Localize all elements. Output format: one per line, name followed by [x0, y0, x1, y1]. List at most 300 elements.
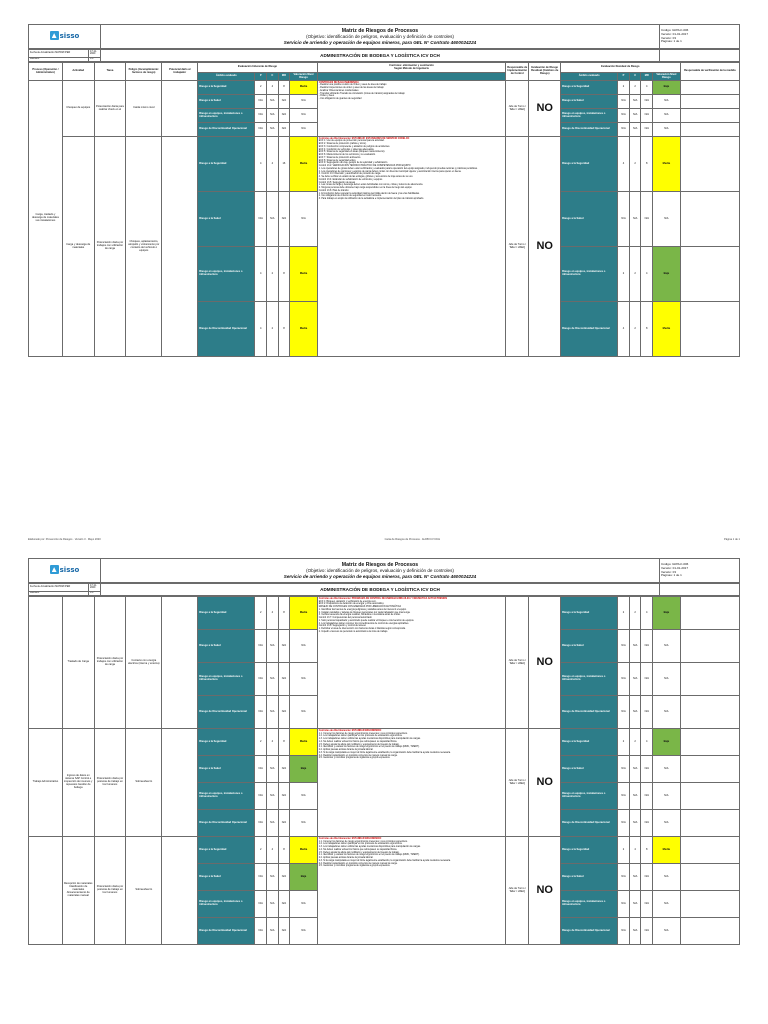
valuation-cell: Media [290, 81, 318, 95]
document-header [28, 24, 740, 49]
task-cell: Potenciación diaria por posturas de trabajo en los humanos [94, 837, 126, 945]
residual-p-cell: N/A [618, 810, 630, 837]
ambit-cell: Riesgo en equipos, instalaciones o infraestructura [198, 247, 255, 302]
valuation-cell: N/A [290, 663, 318, 696]
p-cell: N/A [255, 756, 267, 783]
controls-text: 1.1. Conocer los factores de riesgo ergonómicos presentes y sus controles respectivos. 1.2. Los trabajadores deben participar en los procesos de evaluación ergonómica. 1.3. Los trabajadores deben utilizar las ayudas mecánicas disponibles para manipulación de cargas. 1.4. No deben realizar esfuerzos físicos que sobrepasen su capacidad física. 1.5. Deben ajustar la altura del mobiliario y equipamiento del puesto de trabajo. 2.1. Identificar y evaluar los factores de riesgo ergonómico en el puesto de trabajo (MMC, TMERT). 2.2. Aplicar pausas activas durante la jornada laboral. 2.3. Si la carga manipulada es mayor al límite legalmente establecido, la organización debe facilitar la ayuda mecánica necesaria. 2.4. Realizar capacitación en métodos correctos de manejo manual de carga. 2.5. Gestionar y coordinar programa de vigilancia a grupos expuestos. [318, 732, 451, 760]
controls-title: Controles de Alta Inherencia / ESTÁNDAR ERGONÓMICO [318, 729, 382, 732]
task-cell: Potenciación diaria para realizar check en el [94, 81, 126, 137]
p-cell: N/A [255, 810, 267, 837]
mr-cell: N/A [278, 109, 290, 123]
residual-mr-cell: N/A [641, 756, 653, 783]
valuation-cell: N/A [290, 192, 318, 247]
document-service: Servicio de arriendo y operación de equipos mineros, para GEL N° Contrato 4600024224 [283, 39, 477, 45]
residual-c-cell: N/A [629, 783, 641, 810]
responsible-cell: Jefe de Turno / Taller / HSEQ [506, 81, 529, 137]
sheet-page-2 [28, 558, 740, 1020]
valuation-cell: Baja [290, 864, 318, 891]
col-task: Tarea [94, 63, 126, 81]
col-controls: Controles: eliminación y sustitución Según Método de Ingeniería [317, 63, 505, 73]
residual-c-cell: 4 [629, 837, 641, 864]
mr-cell: N/A [278, 123, 290, 137]
p-cell: N/A [255, 696, 267, 729]
damage-cell [162, 729, 198, 837]
residual-ambit-cell: Riesgo de Discontinuidad Operacional [561, 696, 618, 729]
residual-valuation-cell: Media [653, 302, 681, 357]
p-cell: N/A [255, 95, 267, 109]
controls-text: ECF 1: Uso de equipos de protección personal para la actividad. ECF 2: Sistema de protección (cabina y otros). ECF 3: Conducción competente y aislación de peligros de accidentes. ECF 4: Condición de vehículos y sistemas adecuados. ECF 5: Sistema de seguridad en áreas (bloqueo mantenimiento). ECF 6: Mantenimiento de los vehículos y su evaluación. ECF 7: Sistema de protección antivuelco. ECF 8: Sistema de seguridad activo. ECF 9: Segregación de vías, gestión de la velocidad y señalización. Control 13.2: VERIFICACIÓN TEÓRICO PRÁCTICO DE COMPETENCIAS POR EQUIPO 1. Los operadores de grúas deben estar certificados y evaluados para la operación del equipo asignado, incluyendo pruebas teóricas y prácticas periódicas. 2. Los operadores de camiones y equipos de carga deben contar con licencia municipal vigente y autorización interna para operar en faena. 3. Control: 13.3 Revisión y autorización de proceso de carga. 4. Se debe verificar el estado de las eslingas, grilletes y accesorios de izaje antes de su uso. Control 13.4: Estándar de señalización de vehículos y equipos Control 13.5: Segregación de áreas 1. Las zonas de carga y descarga deben estar delimitadas con conos, cintas y letreros de advertencia. 2. Ninguna persona debe ubicarse bajo carga suspendida o en la línea de fuego del equipo. Control 13.6: Plan de tránsito 1. El conductor debe respetar la velocidad máxima permitida dentro de faena y las vías habilitadas. 2. Uso obligatorio de cinturón de seguridad en todo momento. 3. Para trabajo en acopio la utilización de la señalética e implementación del plan de tránsito aprobado. [318, 140, 478, 201]
document-objective: (Objetivo: identificación de peligros, evaluación y definición de controles) [306, 34, 454, 40]
residual-mr-cell: N/A [641, 630, 653, 663]
residual-c-cell: 2 [629, 247, 641, 302]
risk-matrix-page-2 [28, 596, 740, 945]
damage-cell [162, 837, 198, 945]
verification-cell [680, 783, 739, 810]
c-cell: N/A [267, 783, 279, 810]
damage-cell [162, 81, 198, 137]
residual-mr-cell: N/A [641, 810, 653, 837]
verification-cell [680, 918, 739, 945]
responsible-cell: Jefe de Turno / Taller / HSEQ [506, 729, 529, 837]
c-cell: N/A [267, 891, 279, 918]
controls-title: Controles de Alta Inherencia / ESTÁNDAR: ESTÁNDARES DE SERVICIO CODELCO [318, 137, 410, 140]
residual-mr-cell: 8 [641, 837, 653, 864]
residual-ambit-cell: Riesgo de Discontinuidad Operacional [561, 123, 618, 137]
residual-p-cell: N/A [618, 756, 630, 783]
p-cell: N/A [255, 918, 267, 945]
col-risk: Potencial daño al trabajador [162, 63, 198, 81]
c-cell: N/A [267, 756, 279, 783]
hazard-cell: Choques, aplastamiento, atropello y volcamiento por contacto del vehículo o equipos [126, 137, 162, 357]
valuation-cell: N/A [290, 696, 318, 729]
controls-text: - Realizar una posible revisión de Orden y aseo de área de trabajo - Realizar inspecciones de orden y aseo de las áreas de trabajo - Analizar Observaciones conductuales - Transitar utilizando Trazado de circulación (zonas de tránsito) asignadas de trabajo - Orden y Aseo - Uso obligatorio de guantes de seguridad [318, 84, 405, 101]
residual-flag: NO [529, 81, 561, 137]
residual-c-cell: 2 [629, 137, 641, 192]
p-cell: 2 [255, 597, 267, 630]
mr-cell: 8 [278, 597, 290, 630]
residual-ambit-cell: Riesgo a la Seguridad [561, 837, 618, 864]
residual-c-cell: N/A [629, 630, 641, 663]
c-cell: 2 [267, 247, 279, 302]
residual-mr-cell: 4 [641, 81, 653, 95]
c-cell: 4 [267, 837, 279, 864]
verification-cell [680, 663, 739, 696]
c-cell: N/A [267, 864, 279, 891]
p-cell: N/A [255, 891, 267, 918]
residual-ambit-cell: Riesgo en equipos, instalaciones o infraestructura [561, 663, 618, 696]
verification-cell [680, 95, 739, 109]
logo-icon [50, 31, 59, 40]
residual-mr-cell: N/A [641, 192, 653, 247]
col-residual-eval: Evaluación Residual de Riesgo [561, 63, 681, 73]
ambit-cell: Riesgo en equipos, instalaciones o infraestructura [198, 109, 255, 123]
residual-c-cell: N/A [629, 192, 641, 247]
residual-p-cell: 4 [618, 137, 630, 192]
residual-c-cell: N/A [629, 810, 641, 837]
residual-p-cell: N/A [618, 109, 630, 123]
logo: sisso [29, 25, 101, 49]
residual-mr-cell: N/A [641, 123, 653, 137]
residual-p-cell: 2 [618, 597, 630, 630]
table-row [29, 137, 740, 192]
task-cell: Potenciación diaria por trabajos con utilización de carga [94, 137, 126, 357]
verification-cell [680, 123, 739, 137]
c-cell: N/A [267, 630, 279, 663]
ambit-cell: Riesgo en equipos, instalaciones o infraestructura [198, 891, 255, 918]
mr-cell: 8 [278, 729, 290, 756]
ambit-cell: Riesgo de Discontinuidad Operacional [198, 918, 255, 945]
verification-cell [680, 891, 739, 918]
mr-cell: N/A [278, 630, 290, 663]
residual-mr-cell: 8 [641, 302, 653, 357]
residual-c-cell: N/A [629, 918, 641, 945]
residual-valuation-cell: Baja [653, 81, 681, 95]
mr-cell: N/A [278, 783, 290, 810]
residual-valuation-cell: Media [653, 137, 681, 192]
table-row [29, 729, 740, 756]
responsible-cell: Jefe de Turno / Taller / HSEQ [506, 137, 529, 357]
residual-valuation-cell: Baja [653, 729, 681, 756]
verification-cell [680, 810, 739, 837]
residual-c-cell: N/A [629, 696, 641, 729]
ambit-cell: Riesgo de Discontinuidad Operacional [198, 123, 255, 137]
ambit-cell: Riesgo a la Salud [198, 756, 255, 783]
valuation-cell: N/A [290, 95, 318, 109]
residual-p-cell: 2 [618, 729, 630, 756]
c-cell: 4 [267, 81, 279, 95]
table-row [29, 597, 740, 630]
residual-c-cell: 2 [629, 81, 641, 95]
mr-cell: N/A [278, 696, 290, 729]
ambit-cell: Riesgo a la Salud [198, 95, 255, 109]
p-cell: 2 [255, 81, 267, 95]
valuation-cell: N/A [290, 109, 318, 123]
verification-cell [680, 756, 739, 783]
ambit-cell: Riesgo de Discontinuidad Operacional [198, 810, 255, 837]
verification-cell [680, 597, 739, 630]
verification-cell [680, 81, 739, 95]
residual-p-cell: 4 [618, 302, 630, 357]
valuation-cell: N/A [290, 918, 318, 945]
p-cell: 4 [255, 247, 267, 302]
residual-ambit-cell: Riesgo en equipos, instalaciones o infraestructura [561, 109, 618, 123]
residual-mr-cell: 8 [641, 137, 653, 192]
p-cell: N/A [255, 864, 267, 891]
c-cell: N/A [267, 663, 279, 696]
residual-ambit-cell: Riesgo de Discontinuidad Operacional [561, 918, 618, 945]
verification-cell [680, 864, 739, 891]
residual-c-cell: N/A [629, 663, 641, 696]
mr-cell: N/A [278, 756, 290, 783]
residual-p-cell: N/A [618, 663, 630, 696]
risk-matrix-page-1: Proceso (Operación / Administrativo) Actividad Tarea Peligro (Incumplimiento: factores de riesgo) Potencial daño al trabajador Evaluación Inherente de Riesgo Controles: eliminación y sustitución Según Método de Ingeniería Responsable de Implementación de Control Evaluación de Riesgo Residual (Cambios de Riesgo) Evaluación Residual de Riesgo Responsable de verificación de la medida Ámbito evaluado P C MR Valoración Nivel Riesgo Ámbito evaluado P C MR Valoración Nivel Riesgo Carga, traslado y descarga de materiales sus instalaciones Chequeo de equipos Potenciación diaria para realizar check en el Caída mismo nivel Riesgo a la Seguridad 2 4 8 Media CONTROLES DE BAJA INHERENCIA - Realizar una posible revisión de Orden y aseo de área de trabajo - Realizar inspecciones de orden y aseo de las áreas de trabajo - Analizar Observaciones conductuales - Transitar utilizando Trazado de circulación (zonas de tránsito) asignadas de trabajo - Orden y Aseo - Uso obligatorio de guantes de seguridad Jefe de Turno / Taller / HSEQ NO Riesgo a la Seguridad 2 2 4 Baja Riesgo a la Salud N/A N/A N/A N/A Riesgo a la Salud N/A N/A N/A N/A Riesgo en equipos, instalaciones o infraestructura N/A N/A N/A N/A Riesgo en equipos, instalaciones o infraestructura N/A N/A N/A N/A Riesgo de Discontinuidad Operacional N/A N/A N/A N/A Riesgo de Discontinuidad Operacional N/A N/A N/A N/A Carga y descarga de materiales Potenciación diaria por trabajos con utilización de carga Choques, aplastamiento, atropello y volcamiento por contacto del vehículo o equipos Riesgo a la Seguridad 4 4 16 Media Controles de Alta Inherencia / ESTÁNDAR: ESTÁNDARES DE SERVICIO CODELCO ECF 1: Uso de equipos de protección personal para la actividad. ECF 2: Sistema de protección (cabina y otros). ECF 3: Conducción competente y aislación de peligros de accidentes. ECF 4: Condición de vehículos y sistemas adecuados. ECF 5: Sistema de seguridad en áreas (bloqueo mantenimiento). ECF 6: Mantenimiento de los vehículos y su evaluación. ECF 7: Sistema de protección antivuelco. ECF 8: Sistema de seguridad activo. ECF 9: Segregación de vías, gestión de la velocidad y señalización. Control 13.2: VERIFICACIÓN TEÓRICO PRÁCTICO DE COMPETENCIAS POR EQUIPO 1. Los operadores de grúas deben estar certificados y evaluados para la operación del equipo asignado, incluyendo pruebas teóricas y prácticas periódicas. 2. Los operadores de camiones y equipos de carga deben contar con licencia municipal vigente y autorización interna para operar en faena. 3. Control: 13.3 Revisión y autorización de proceso de carga. 4. Se debe verificar el estado de las eslingas, grilletes y accesorios de izaje antes de su uso. Control 13.4: Estándar de señalización de vehículos y equipos Control 13.5: Segregación de áreas 1. Las zonas de carga y descarga deben estar delimitadas con conos, cintas y letreros de advertencia. 2. Ninguna persona debe ubicarse bajo carga suspendida o en la línea de fuego del equipo. Control 13.6: Plan de tránsito 1. El conductor debe respetar la velocidad máxima permitida dentro de faena y las vías habilitadas. 2. Uso obligatorio de cinturón de seguridad en todo momento. 3. Para trabajo en acopio la utilización de la señalética e implementación del plan de tránsito aprobado. Jefe de Turno / Taller / HSEQ NO Riesgo a la Seguridad 4 2 8 Media Riesgo a la Salud N/A N/A N/A N/A Riesgo a la Salud N/A N/A N/A N/A Riesgo en equipos, instalaciones o infraestructura 4 2 8 Media Riesgo en equipos, instalaciones o infraestructura 2 2 4 Baja Riesgo de Discontinuidad Operacional 4 2 8 Media Riesgo de Discontinuidad Operacional 4 2 8 Media [28, 62, 740, 357]
col-activity: Actividad [62, 63, 94, 81]
col-responsible: Responsable de Implementación de Control [506, 63, 529, 81]
c-cell: 4 [267, 597, 279, 630]
residual-p-cell: N/A [618, 123, 630, 137]
residual-mr-cell: 4 [641, 729, 653, 756]
ambit-cell: Riesgo de Discontinuidad Operacional [198, 696, 255, 729]
residual-ambit-cell: Riesgo en equipos, instalaciones o infraestructura [561, 247, 618, 302]
controls-cell [317, 597, 505, 729]
activity-cell: Ingreso de datos en sistema SAP Control e inspección de insumos y repuestos Gestión de bodega [62, 729, 94, 837]
residual-p-cell: N/A [618, 918, 630, 945]
valuation-cell: Media [290, 247, 318, 302]
hazard-cell: Caída mismo nivel [126, 81, 162, 137]
activity-cell: Traslado de Carga [62, 597, 94, 729]
p-cell: N/A [255, 109, 267, 123]
c-cell: 4 [267, 729, 279, 756]
mr-cell: N/A [278, 95, 290, 109]
verification-cell [680, 837, 739, 864]
residual-ambit-cell: Riesgo a la Seguridad [561, 137, 618, 192]
ambit-cell: Riesgo de Discontinuidad Operacional [198, 302, 255, 357]
logo: sisso [29, 559, 101, 583]
p-cell: 4 [255, 137, 267, 192]
residual-valuation-cell: N/A [653, 864, 681, 891]
valuation-cell: Media [290, 302, 318, 357]
residual-c-cell: N/A [629, 109, 641, 123]
controls-title: CONTROLES DE BAJA INHERENCIA [318, 81, 359, 84]
residual-p-cell: N/A [618, 783, 630, 810]
c-cell: N/A [267, 192, 279, 247]
valuation-cell: N/A [290, 810, 318, 837]
valuation-cell: Media [290, 837, 318, 864]
verification-cell [680, 137, 739, 192]
task-cell: Potenciación diaria por posturas de trabajo en los humanos [94, 729, 126, 837]
p-cell: 2 [255, 729, 267, 756]
residual-mr-cell: N/A [641, 783, 653, 810]
residual-ambit-cell: Riesgo a la Salud [561, 192, 618, 247]
residual-p-cell: N/A [618, 891, 630, 918]
c-cell: N/A [267, 109, 279, 123]
c-cell: 4 [267, 137, 279, 192]
document-title-block [101, 25, 660, 49]
residual-valuation-cell: N/A [653, 663, 681, 696]
residual-ambit-cell: Riesgo a la Seguridad [561, 729, 618, 756]
residual-c-cell: N/A [629, 123, 641, 137]
residual-valuation-cell: N/A [653, 696, 681, 729]
mr-cell: N/A [278, 663, 290, 696]
residual-p-cell: N/A [618, 630, 630, 663]
controls-text: 1.1. Conocer los factores de riesgo ergonómicos presentes y sus controles respectivos. 1.2. Los trabajadores deben participar en los procesos de evaluación ergonómica. 1.3. Los trabajadores deben utilizar las ayudas mecánicas disponibles para manipulación de cargas. 1.4. No deben realizar esfuerzos físicos que sobrepasen su capacidad física. 1.5. Deben ajustar la altura del mobiliario y equipamiento del puesto de trabajo. 2.1. Identificar y evaluar los factores de riesgo ergonómico en el puesto de trabajo (MMC, TMERT). 2.2. Aplicar pausas activas durante la jornada laboral. 2.3. Si la carga manipulada es mayor al límite legalmente establecido, la organización debe facilitar la ayuda mecánica necesaria. 2.4. Realizar capacitación en métodos correctos de manejo manual de carga. 2.5. Gestionar y coordinar programa de vigilancia a grupos expuestos. [318, 840, 451, 868]
residual-ambit-cell: Riesgo en equipos, instalaciones o infraestructura [561, 783, 618, 810]
residual-c-cell: 2 [629, 729, 641, 756]
risk-matrix-body-1 [29, 81, 740, 357]
residual-ambit-cell: Riesgo a la Seguridad [561, 597, 618, 630]
valuation-cell: Media [290, 729, 318, 756]
col-process: Proceso (Operación / Administrativo) [29, 63, 63, 81]
verification-cell [680, 729, 739, 756]
document-meta: Código: GRIS-F-006 Versión: 01-01-2017 Versión: 03 Páginas: 1 de 1 [660, 25, 740, 49]
residual-ambit-cell: Riesgo a la Salud [561, 756, 618, 783]
residual-flag: NO [529, 597, 561, 729]
col-residual: Evaluación de Riesgo Residual (Cambios de Riesgo) [529, 63, 561, 81]
residual-mr-cell: N/A [641, 891, 653, 918]
residual-valuation-cell: N/A [653, 123, 681, 137]
verification-cell [680, 247, 739, 302]
residual-valuation-cell: N/A [653, 192, 681, 247]
table-row [29, 81, 740, 95]
verification-cell [680, 630, 739, 663]
residual-c-cell: N/A [629, 95, 641, 109]
process-cell: Carga, traslado y descarga de materiales sus instalaciones [29, 81, 63, 357]
mr-cell: N/A [278, 810, 290, 837]
residual-mr-cell: 4 [641, 597, 653, 630]
mr-cell: N/A [278, 918, 290, 945]
verification-cell [680, 109, 739, 123]
residual-valuation-cell: N/A [653, 95, 681, 109]
residual-c-cell: N/A [629, 756, 641, 783]
mr-cell: N/A [278, 192, 290, 247]
ambit-cell: Riesgo a la Seguridad [198, 729, 255, 756]
residual-ambit-cell: Riesgo en equipos, instalaciones o infraestructura [561, 891, 618, 918]
residual-valuation-cell: N/A [653, 630, 681, 663]
residual-flag: NO [529, 137, 561, 357]
controls-text: ECF 1: Bloqueo, aislación y verificación de energía cero. ECF 2: Dispositivos de detección de energía y corte automático. MANEJO DE CONTROLES CON ENERGÍAS POR LIBERACIÓN AUTOMÁTICA 1. Identificar las fuentes de energía peligrosas y aislarlas antes de intervenir el equipo. 2. Instalar candados y tarjetas de bloqueo personales por cada trabajador que intervenga. 3. Verificar ausencia de energía residual, hidráulica o neumática antes de iniciar. Control 13.7: Competencias del personal autorizado 1. Solo personal capacitado y autorizado puede realizar el bloqueo e intervención de equipos. 2. Los trabajadores deben conocer los procedimientos de control de energías aplicables. Control 13.8: Segregación y control de acceso 1. Delimitar el área de intervención con barreras duras o blandas según corresponda. 2. Impedir el acceso de personal no autorizado a la zona de trabajo. [318, 600, 415, 633]
mr-cell: 8 [278, 302, 290, 357]
residual-mr-cell: N/A [641, 696, 653, 729]
verification-cell [680, 192, 739, 247]
residual-valuation-cell: N/A [653, 918, 681, 945]
risk-matrix-body-2 [29, 597, 740, 945]
controls-cell [317, 729, 505, 837]
col-residual-resp: Responsable de verificación de la medida [680, 63, 739, 81]
c-cell: 2 [267, 302, 279, 357]
p-cell: N/A [255, 663, 267, 696]
residual-p-cell: 2 [618, 247, 630, 302]
controls-cell [317, 137, 505, 357]
process-cell [29, 837, 63, 945]
section-title: ADMINISTRACIÓN DE BODEGA Y LOGÍSTICA ICV DCH [101, 50, 660, 62]
valuation-cell: Baja [290, 756, 318, 783]
sheet-page-1 [28, 24, 740, 534]
p-cell: N/A [255, 783, 267, 810]
residual-ambit-cell: Riesgo de Discontinuidad Operacional [561, 302, 618, 357]
residual-valuation-cell: Media [653, 837, 681, 864]
residual-p-cell: N/A [618, 864, 630, 891]
residual-mr-cell: 4 [641, 247, 653, 302]
document-title: Matriz de Riesgos de Procesos [341, 27, 419, 34]
residual-p-cell: 2 [618, 837, 630, 864]
residual-ambit-cell: Riesgo a la Seguridad [561, 81, 618, 95]
mr-cell: N/A [278, 864, 290, 891]
residual-valuation-cell: N/A [653, 891, 681, 918]
hazard-cell: Sobreesfuerzo [126, 837, 162, 945]
residual-flag: NO [529, 837, 561, 945]
c-cell: N/A [267, 95, 279, 109]
controls-title: Controles de Alta Inherencia / ESTÁNDAR ERGONÓMICO [318, 837, 382, 840]
valuation-cell: Media [290, 137, 318, 192]
residual-ambit-cell: Riesgo a la Salud [561, 630, 618, 663]
mr-cell: 16 [278, 137, 290, 192]
valuation-cell: Media [290, 597, 318, 630]
residual-valuation-cell: Baja [653, 597, 681, 630]
section-header-2: Fecha de Actualización MATRIZ IPER 17-11-2020 ADMINISTRACIÓN DE BODEGA Y LOGÍSTICA ICV DCH Revisión 0.0 [28, 583, 740, 596]
p-cell: N/A [255, 123, 267, 137]
mr-cell: N/A [278, 891, 290, 918]
p-cell: N/A [255, 630, 267, 663]
residual-p-cell: N/A [618, 696, 630, 729]
p-cell: 2 [255, 837, 267, 864]
c-cell: N/A [267, 810, 279, 837]
residual-c-cell: 2 [629, 597, 641, 630]
residual-c-cell: 2 [629, 302, 641, 357]
residual-valuation-cell: N/A [653, 756, 681, 783]
residual-mr-cell: N/A [641, 95, 653, 109]
hazard-cell: Contacto con energía eléctrica (interna y externa) [126, 597, 162, 729]
page-footer: Elaborado por: Prevención de Riesgos · Versión 3 · Mayo 2020 Carta de Riesgos de Procesos · ALDB ICV DCH Página 1 de 1 [28, 538, 740, 541]
ambit-cell: Riesgo a la Salud [198, 192, 255, 247]
ambit-cell: Riesgo a la Salud [198, 864, 255, 891]
document-meta: Código: GRIS-F-006 Versión: 01-01-2017 Versión: 03 Páginas: 1 de 1 [660, 559, 740, 583]
ambit-cell: Riesgo en equipos, instalaciones o infraestructura [198, 783, 255, 810]
ambit-cell: Riesgo a la Seguridad [198, 597, 255, 630]
verification-cell [680, 302, 739, 357]
hazard-cell: Sobreesfuerzo [126, 729, 162, 837]
residual-ambit-cell: Riesgo de Discontinuidad Operacional [561, 810, 618, 837]
residual-valuation-cell: N/A [653, 810, 681, 837]
col-initial-eval: Evaluación Inherente de Riesgo [198, 63, 318, 73]
activity-cell: Chequeo de equipos [62, 81, 94, 137]
mr-cell: 8 [278, 837, 290, 864]
valuation-cell: N/A [290, 630, 318, 663]
activity-cell: Carga y descarga de materiales [62, 137, 94, 357]
residual-valuation-cell: N/A [653, 109, 681, 123]
ambit-cell: Riesgo a la Seguridad [198, 137, 255, 192]
responsible-cell: Jefe de Turno / Taller / HSEQ [506, 597, 529, 729]
residual-valuation-cell: N/A [653, 783, 681, 810]
col-hazard: Peligro (Incumplimiento: factores de riesgo) [126, 63, 162, 81]
p-cell: N/A [255, 192, 267, 247]
responsible-cell: Jefe de Turno / Taller / HSEQ [506, 837, 529, 945]
c-cell: N/A [267, 123, 279, 137]
residual-p-cell: N/A [618, 192, 630, 247]
task-cell: Potenciación diaria por trabajos con utilización de carga [94, 597, 126, 729]
ambit-cell: Riesgo a la Seguridad [198, 81, 255, 95]
process-cell: Trabajo Administrativo [29, 729, 63, 837]
residual-ambit-cell: Riesgo a la Salud [561, 864, 618, 891]
residual-c-cell: N/A [629, 891, 641, 918]
residual-flag: NO [529, 729, 561, 837]
residual-p-cell: 2 [618, 81, 630, 95]
document-title-block: Matriz de Riesgos de Procesos (Objetivo: identificación de peligros, evaluación y definición de controles) Servicio de arriendo y operación de equipos mineros, para GEL N° Contrato 4600024224 [101, 559, 660, 583]
residual-mr-cell: N/A [641, 663, 653, 696]
residual-ambit-cell: Riesgo a la Salud [561, 95, 618, 109]
c-cell: N/A [267, 696, 279, 729]
process-cell [29, 597, 63, 729]
mr-cell: 8 [278, 247, 290, 302]
activity-cell: Recepción de materiales Clasificación de materiales Almacenamiento de materiales manual [62, 837, 94, 945]
damage-cell [162, 137, 198, 357]
ambit-cell: Riesgo a la Seguridad [198, 837, 255, 864]
verification-cell [680, 696, 739, 729]
p-cell: 4 [255, 302, 267, 357]
residual-mr-cell: N/A [641, 864, 653, 891]
controls-cell [317, 81, 505, 137]
logo-icon [50, 565, 59, 574]
valuation-cell: N/A [290, 123, 318, 137]
controls-title: Controles de Alta Inherencia / PROGRAMA DE CONTROL DE ENERGÍA HIDRÁULICA Y NEUMÁTICA ACTIVA PRESIÓN [318, 597, 448, 600]
residual-valuation-cell: Baja [653, 247, 681, 302]
residual-mr-cell: N/A [641, 918, 653, 945]
residual-mr-cell: N/A [641, 109, 653, 123]
valuation-cell: N/A [290, 891, 318, 918]
ambit-cell: Riesgo en equipos, instalaciones o infraestructura [198, 663, 255, 696]
document-header-2 [28, 558, 740, 583]
damage-cell [162, 597, 198, 729]
mr-cell: 8 [278, 81, 290, 95]
